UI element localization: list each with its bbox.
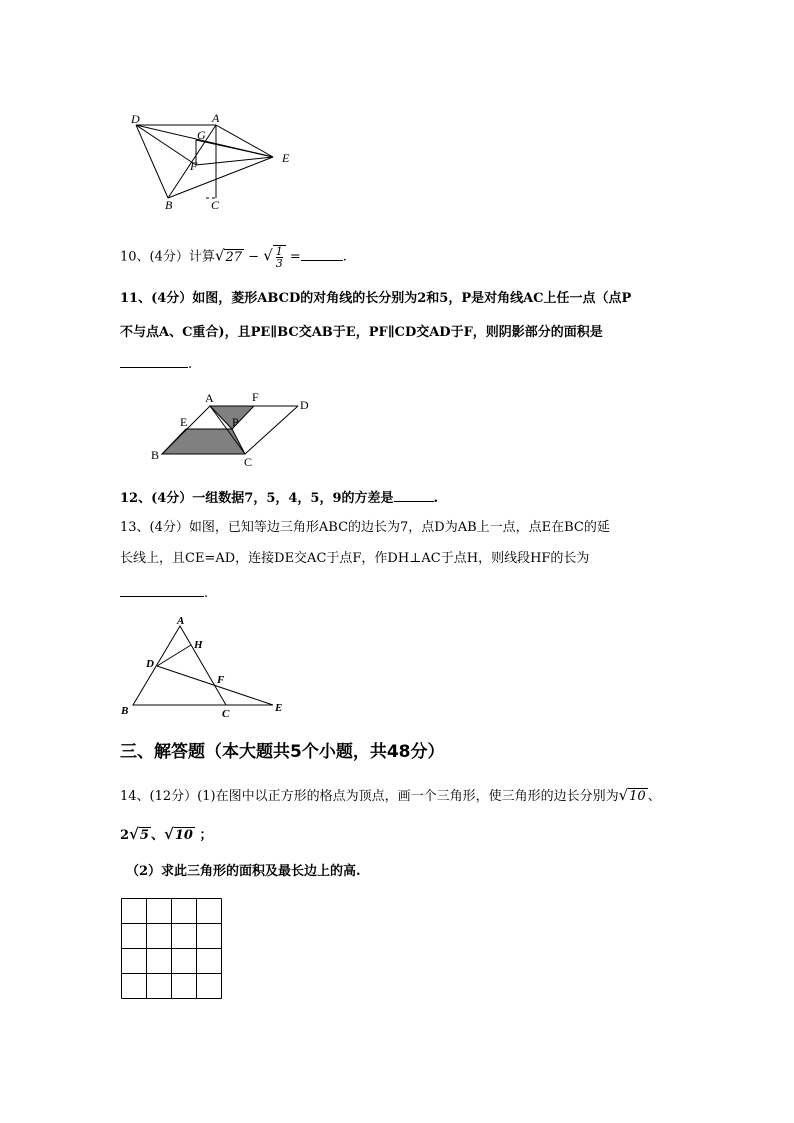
q13-label-a: A <box>177 615 185 627</box>
q13-label-h: H <box>194 639 203 651</box>
q11-label-c: C <box>244 455 253 469</box>
q10-minus: − <box>248 249 260 265</box>
q12-answer-blank <box>394 489 434 502</box>
q13-label-e: E <box>275 702 283 714</box>
q9-label-f: F <box>190 159 198 173</box>
q11-label-d: D <box>300 398 309 412</box>
q10-answer-blank <box>301 248 343 261</box>
q14-line2: 2√5 、√10 ； <box>120 825 213 843</box>
q9-label-a: A <box>212 111 220 125</box>
square-grid[interactable] <box>121 898 223 1000</box>
q10: 10、(4分）计算√27 − √ $\frac{1}{3}$ = . <box>120 245 347 270</box>
q11-label-b: B <box>151 448 160 462</box>
q14-sqrt-10-b: 10 <box>174 828 193 843</box>
q11-line1: 11、(4分）如图，菱形ABCD的对角线的长分别为2和5，P是对角线AC上任一点（点P <box>120 291 632 306</box>
q9-figure <box>128 110 308 215</box>
q10-prefix: 10、(4分）计算 <box>120 249 215 265</box>
q11-figure <box>148 388 323 470</box>
q9-label-g: G <box>197 128 206 142</box>
q11-label-a: A <box>205 391 214 405</box>
q11-label-e: E <box>180 415 188 429</box>
q10-sqrt-27: 27 <box>225 249 242 265</box>
q13-answer-line: . <box>120 584 208 602</box>
q13-label-b: B <box>121 705 129 717</box>
q11-answer-line: . <box>120 355 192 373</box>
q11-label-f: F <box>252 390 259 404</box>
q13-label-d: D <box>146 658 154 670</box>
q9-label-c: C <box>211 198 220 212</box>
q9-label-e: E <box>282 151 290 165</box>
q14-sqrt-5: 5 <box>139 828 149 843</box>
q13-answer-blank <box>120 584 204 597</box>
q11-line2: 不与点A、C重合)，且PE∥BC交AB于E，PF∥CD交AD于F，则阴影部分的面积是 <box>120 325 603 340</box>
q14-line1: 14、(12分）(1)在图中以正方形的格点为顶点，画一个三角形，使三角形的边长分别为√10 、 <box>120 786 661 804</box>
q13-line2: 长线上，且CE=AD，连接DE交AC于点F，作DH⊥AC于点H，则线段HF的长为 <box>120 551 590 566</box>
q13-label-f: F <box>217 674 225 686</box>
q14-part2: （2）求此三角形的面积及最长边上的高. <box>126 864 361 879</box>
q14-sqrt-10-a: 10 <box>629 789 646 804</box>
q9-label-b: B <box>165 198 173 212</box>
q13-label-c: C <box>222 708 230 719</box>
q12: 12、(4分）一组数据7，5，4，5，9的方差是 . <box>120 491 439 506</box>
q13-line1: 13、(4分）如图，已知等边三角形ABC的边长为7，点D为AB上一点，点E在BC的延 <box>120 520 610 535</box>
q13-figure <box>118 614 293 719</box>
section3-heading: 三、解答题（本大题共5个小题，共48分） <box>120 742 445 762</box>
q11-answer-blank <box>120 355 188 368</box>
q11-label-p: P <box>232 415 239 429</box>
q10-fraction: $\frac{1}{3}$ <box>273 245 286 269</box>
q9-label-d: D <box>131 112 140 126</box>
q10-equals: = <box>289 249 301 265</box>
